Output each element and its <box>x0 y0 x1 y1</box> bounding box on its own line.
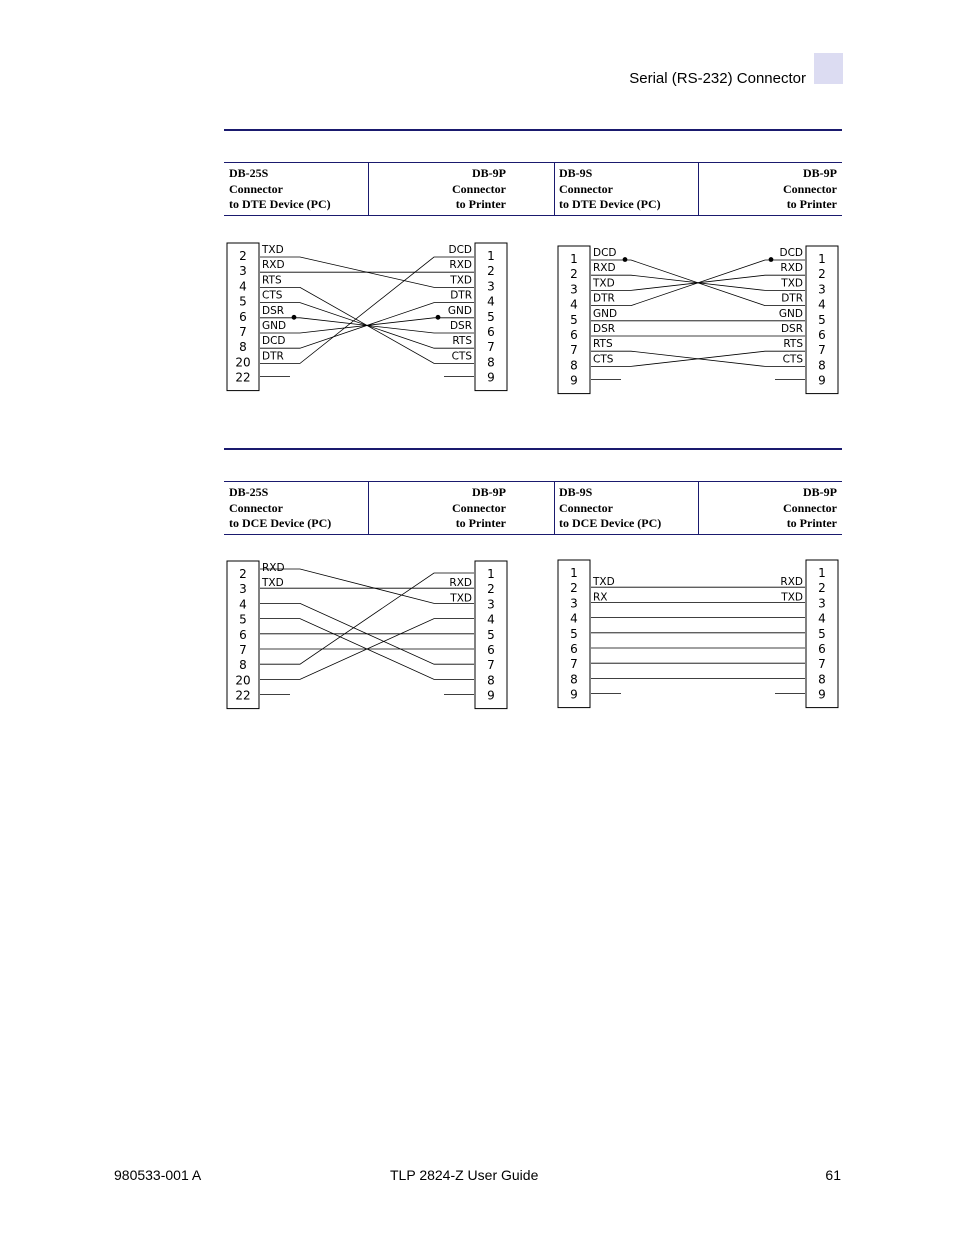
signal-label-right: DSR <box>780 323 803 335</box>
footer-doc-number: 980533-001 A <box>114 1167 202 1183</box>
signal-label-right: RXD <box>780 576 803 589</box>
page-header-title: Serial (RS-232) Connector <box>629 70 806 87</box>
signal-label-left: TXD <box>262 244 284 256</box>
pin-number-left: 5 <box>239 294 247 309</box>
signal-label-left: DSR <box>262 304 285 317</box>
pin-number-right: 8 <box>487 673 495 688</box>
signal-label-left: CTS <box>593 353 614 366</box>
pin-number-left: 6 <box>239 309 247 324</box>
signal-label-left: DCD <box>593 247 617 259</box>
signal-label-left: RXD <box>593 262 616 275</box>
signal-label-left: RX <box>593 591 608 604</box>
pin-number-right: 6 <box>818 642 826 656</box>
pin-number-left: 7 <box>239 325 247 339</box>
pin-number-right: 5 <box>818 312 826 327</box>
signal-label-right: CTS <box>782 353 803 366</box>
pin-number-right: 4 <box>487 612 495 627</box>
pin-number-right: 8 <box>487 355 495 370</box>
junction-dot <box>623 257 628 262</box>
signal-label-right: GND <box>447 304 472 317</box>
pin-number-left: 3 <box>570 596 578 611</box>
pin-number-right: 8 <box>818 358 826 373</box>
pin-number-right: 4 <box>818 611 826 626</box>
pin-number-left: 5 <box>570 626 578 641</box>
pin-number-right: 9 <box>487 688 495 703</box>
pin-number-left: 1 <box>570 252 578 266</box>
pin-number-right: 6 <box>487 325 495 339</box>
pin-number-left: 4 <box>570 297 578 312</box>
pin-number-right: 9 <box>487 370 495 385</box>
signal-label-left: GND <box>262 320 287 332</box>
signal-label-right: DSR <box>449 320 472 332</box>
pin-number-left: 9 <box>570 687 578 702</box>
signal-label-left: TXD <box>262 577 284 590</box>
pin-number-left: 3 <box>239 582 247 597</box>
pin-number-right: 1 <box>487 567 495 581</box>
header-tab-marker <box>814 53 843 84</box>
signal-label-right: GND <box>778 307 803 320</box>
signal-label-right: DCD <box>448 244 472 256</box>
pin-number-left: 5 <box>570 312 578 327</box>
pin-number-left: 2 <box>570 581 578 596</box>
signal-label-right: RXD <box>780 262 803 275</box>
pin-number-right: 7 <box>487 658 495 673</box>
junction-dot <box>436 315 441 320</box>
pin-number-left: 3 <box>570 282 578 297</box>
pin-number-left: 7 <box>239 643 247 657</box>
pin-number-left: 2 <box>239 567 247 581</box>
junction-dot <box>292 315 297 320</box>
signal-label-right: DTR <box>450 289 472 302</box>
pin-number-right: 5 <box>818 626 826 641</box>
dce-right-pc-header: DB-9S Connector to DCE Device (PC) <box>559 485 662 530</box>
signal-label-left: RTS <box>262 274 282 287</box>
pin-number-right: 2 <box>487 264 495 279</box>
signal-label-left: RTS <box>593 338 613 351</box>
pin-number-left: 2 <box>239 249 247 263</box>
pin-number-left: 7 <box>570 343 578 358</box>
dte-right-printer-header: DB-9P Connector to Printer <box>783 166 837 211</box>
pin-number-left: 8 <box>570 672 578 687</box>
pin-number-right: 1 <box>818 566 826 580</box>
signal-label-left: TXD <box>593 576 615 589</box>
footer-page-number: 61 <box>825 1167 841 1183</box>
pin-number-right: 4 <box>818 297 826 312</box>
dce-right-printer-header: DB-9P Connector to Printer <box>783 485 837 530</box>
pin-number-right: 9 <box>818 373 826 388</box>
pin-number-left: 22 <box>235 370 251 385</box>
signal-label-left: DCD <box>262 335 286 348</box>
pin-number-right: 2 <box>818 581 826 596</box>
pin-number-right: 3 <box>487 279 495 294</box>
footer-guide-title: TLP 2824-Z User Guide <box>390 1167 539 1183</box>
pin-number-left: 8 <box>239 340 247 355</box>
wire <box>260 257 474 363</box>
pin-number-left: 4 <box>239 597 247 612</box>
pin-number-right: 9 <box>818 687 826 702</box>
pin-number-right: 1 <box>818 252 826 266</box>
pin-number-right: 5 <box>487 309 495 324</box>
signal-label-right: TXD <box>450 592 472 605</box>
dce-db9-wiring-diagram <box>557 559 839 705</box>
pin-number-right: 8 <box>818 672 826 687</box>
wire <box>260 303 474 349</box>
pin-number-left: 6 <box>570 642 578 656</box>
dte-db25-wiring-diagram <box>226 242 508 392</box>
signal-label-left: RXD <box>262 562 285 574</box>
pin-number-right: 3 <box>818 596 826 611</box>
signal-label-right: CTS <box>451 350 472 363</box>
signal-label-left: CTS <box>262 289 283 302</box>
signal-label-left: DSR <box>593 323 616 335</box>
wire <box>260 569 474 603</box>
pin-number-left: 4 <box>239 279 247 294</box>
signal-label-right: RXD <box>449 577 472 590</box>
pin-number-right: 4 <box>487 294 495 309</box>
pin-number-right: 6 <box>487 643 495 657</box>
pin-number-right: 1 <box>487 249 495 263</box>
signal-label-right: DTR <box>781 292 803 305</box>
dce-left-printer-header: DB-9P Connector to Printer <box>452 485 506 530</box>
pin-number-right: 2 <box>487 582 495 597</box>
dce-left-pc-header: DB-25S Connector to DCE Device (PC) <box>229 485 332 530</box>
pin-number-left: 22 <box>235 688 251 703</box>
signal-label-right: RXD <box>449 259 472 272</box>
pin-number-left: 6 <box>570 328 578 342</box>
pin-number-left: 20 <box>235 673 251 688</box>
pin-number-right: 7 <box>818 343 826 358</box>
signal-label-right: TXD <box>450 274 472 287</box>
dte-connector-table <box>224 162 842 216</box>
signal-label-left: RXD <box>262 259 285 272</box>
section-rule-dce <box>224 448 842 450</box>
signal-label-left: DTR <box>593 292 615 305</box>
dce-connector-table <box>224 481 842 535</box>
pin-number-right: 7 <box>487 340 495 355</box>
section-rule-dte <box>224 129 842 131</box>
signal-label-right: RTS <box>452 335 472 348</box>
signal-label-right: DCD <box>779 247 803 259</box>
signal-label-right: RTS <box>783 338 803 351</box>
wire <box>591 260 805 306</box>
pin-number-left: 20 <box>235 355 251 370</box>
pin-number-right: 5 <box>487 627 495 642</box>
pin-number-left: 8 <box>239 658 247 673</box>
pin-number-left: 3 <box>239 264 247 279</box>
signal-label-right: TXD <box>781 277 803 290</box>
junction-dot <box>769 257 774 262</box>
pin-number-left: 1 <box>570 566 578 580</box>
pin-number-right: 3 <box>818 282 826 297</box>
pin-number-right: 7 <box>818 657 826 672</box>
pin-number-left: 8 <box>570 358 578 373</box>
dte-right-pc-header: DB-9S Connector to DTE Device (PC) <box>559 166 661 211</box>
wire <box>591 351 805 366</box>
pin-number-right: 3 <box>487 597 495 612</box>
pin-number-right: 6 <box>818 328 826 342</box>
dte-db9-wiring-diagram <box>557 245 839 393</box>
signal-label-left: GND <box>593 307 618 320</box>
signal-label-right: TXD <box>781 591 803 604</box>
signal-label-left: DTR <box>262 350 284 363</box>
pin-number-left: 6 <box>239 627 247 642</box>
dte-left-pc-header: DB-25S Connector to DTE Device (PC) <box>229 166 331 211</box>
pin-number-left: 5 <box>239 612 247 627</box>
pin-number-left: 9 <box>570 373 578 388</box>
dte-left-printer-header: DB-9P Connector to Printer <box>452 166 506 211</box>
signal-label-left: TXD <box>593 277 615 290</box>
pin-number-left: 4 <box>570 611 578 626</box>
pin-number-left: 2 <box>570 267 578 282</box>
dce-db25-wiring-diagram <box>226 560 508 710</box>
pin-number-right: 2 <box>818 267 826 282</box>
pin-number-left: 7 <box>570 657 578 672</box>
